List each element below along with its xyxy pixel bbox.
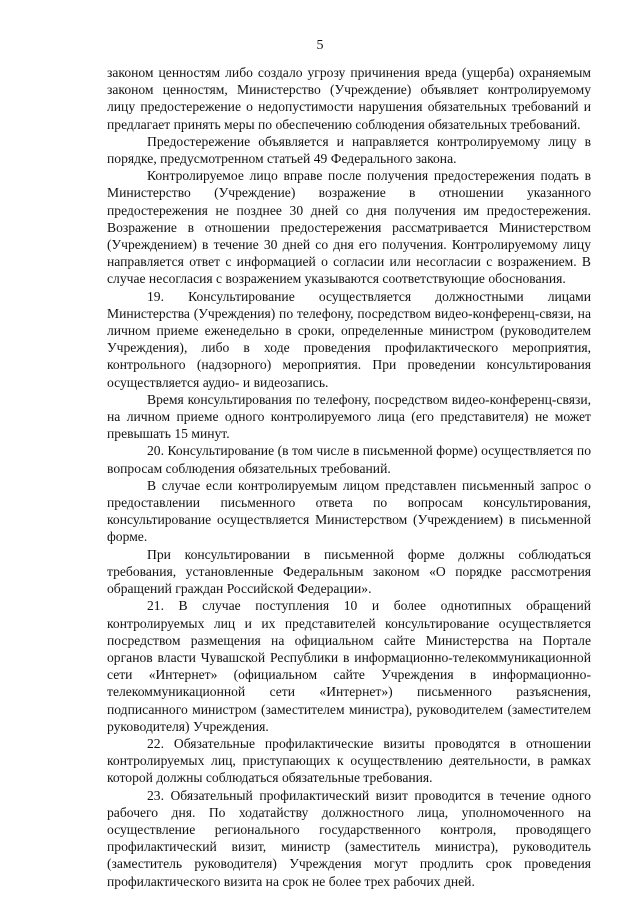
paragraph-objection: Контролируемое лицо вправе после получения предостережения подать в Министерство (Учреждение) возражение в отношении указанного предостережения не позднее 30 дней со дня получения им предостережения. Возражение в отношении предостережения рассматривается Министерством (Учреждением) в течение 30 дней со дня его получения. Контролируемому лицу направляется ответ с информацией о согласии или несогласии с возражением. В случае несогласия с возражением указываются соответствующие обоснования. <box>107 168 591 287</box>
page-number: 5 <box>316 38 324 53</box>
document-body <box>107 64 591 890</box>
paragraph-written-consultation: При консультировании в письменной форме должны соблюдаться требования, установленные Федеральным законом «О порядке рассмотрения обращений граждан Российской Федерации». <box>107 546 591 597</box>
paragraph-item-22: 22. Обязательные профилактические визиты проводятся в отношении контролируемых лиц, приступающих к осуществлению деятельности, в рамках которой должны соблюдаться обязательные требования. <box>107 735 591 786</box>
paragraph-warning-delivery: Предостережение объявляется и направляется контролируемому лицу в порядке, предусмотренном статьей 49 Федерального закона. <box>107 133 591 167</box>
paragraph-written-request: В случае если контролируемым лицом представлен письменный запрос о предоставлении письменного ответа по вопросам консультирования, консультирование осуществляется Министерством (Учреждением) в письменной форме. <box>107 477 591 545</box>
paragraph-continuation: законом ценностям либо создало угрозу причинения вреда (ущерба) охраняемым законом ценностям, Министерство (Учреждение) объявляет контролируемому лицу предостережение о недопустимости нарушения обязательных требований и предлагает принять меры по обеспечению соблюдения обязательных требований. <box>107 65 591 132</box>
paragraph-item-19: 19. Консультирование осуществляется должностными лицами Министерства (Учреждения) по телефону, посредством видео-конференц-связи, на личном приеме еженедельно в сроки, определенные министром (руководителем Учреждения), либо в ходе проведения профилактического мероприятия, контрольного (надзорного) мероприятия. При проведении консультирования осуществляется аудио- и видеозапись. <box>107 288 591 390</box>
paragraph-item-21: 21. В случае поступления 10 и более однотипных обращений контролируемых лиц и их представителей консультирование осуществляется посредством размещения на официальном сайте Министерства на Портале органов власти Чувашской Республики в информационно-телекоммуникационной сети «Интернет» (официальном сайте Учреждения в информационно-телекоммуникационной сети «Интернет») письменного разъяснения, подписанного министром (заместителем министра), руководителем (заместителем руководителя) Учреждения. <box>107 598 591 734</box>
paragraph-item-20: 20. Консультирование (в том числе в письменной форме) осуществляется по вопросам соблюдения обязательных требований. <box>107 443 591 476</box>
paragraph-item-23: 23. Обязательный профилактический визит проводится в течение одного рабочего дня. По ходатайству должностного лица, уполномоченного на осуществление регионального государственного контроля, проводящего профилактический визит, министр (заместитель министра), руководитель (заместитель руководителя) Учреждения могут продлить срок проведения профилактического визита на срок не более трех рабочих дней. <box>107 787 591 889</box>
paragraph-consultation-time: Время консультирования по телефону, посредством видео-конференц-связи, на личном приеме одного контролируемого лица (его представителя) не может превышать 15 минут. <box>107 391 591 442</box>
